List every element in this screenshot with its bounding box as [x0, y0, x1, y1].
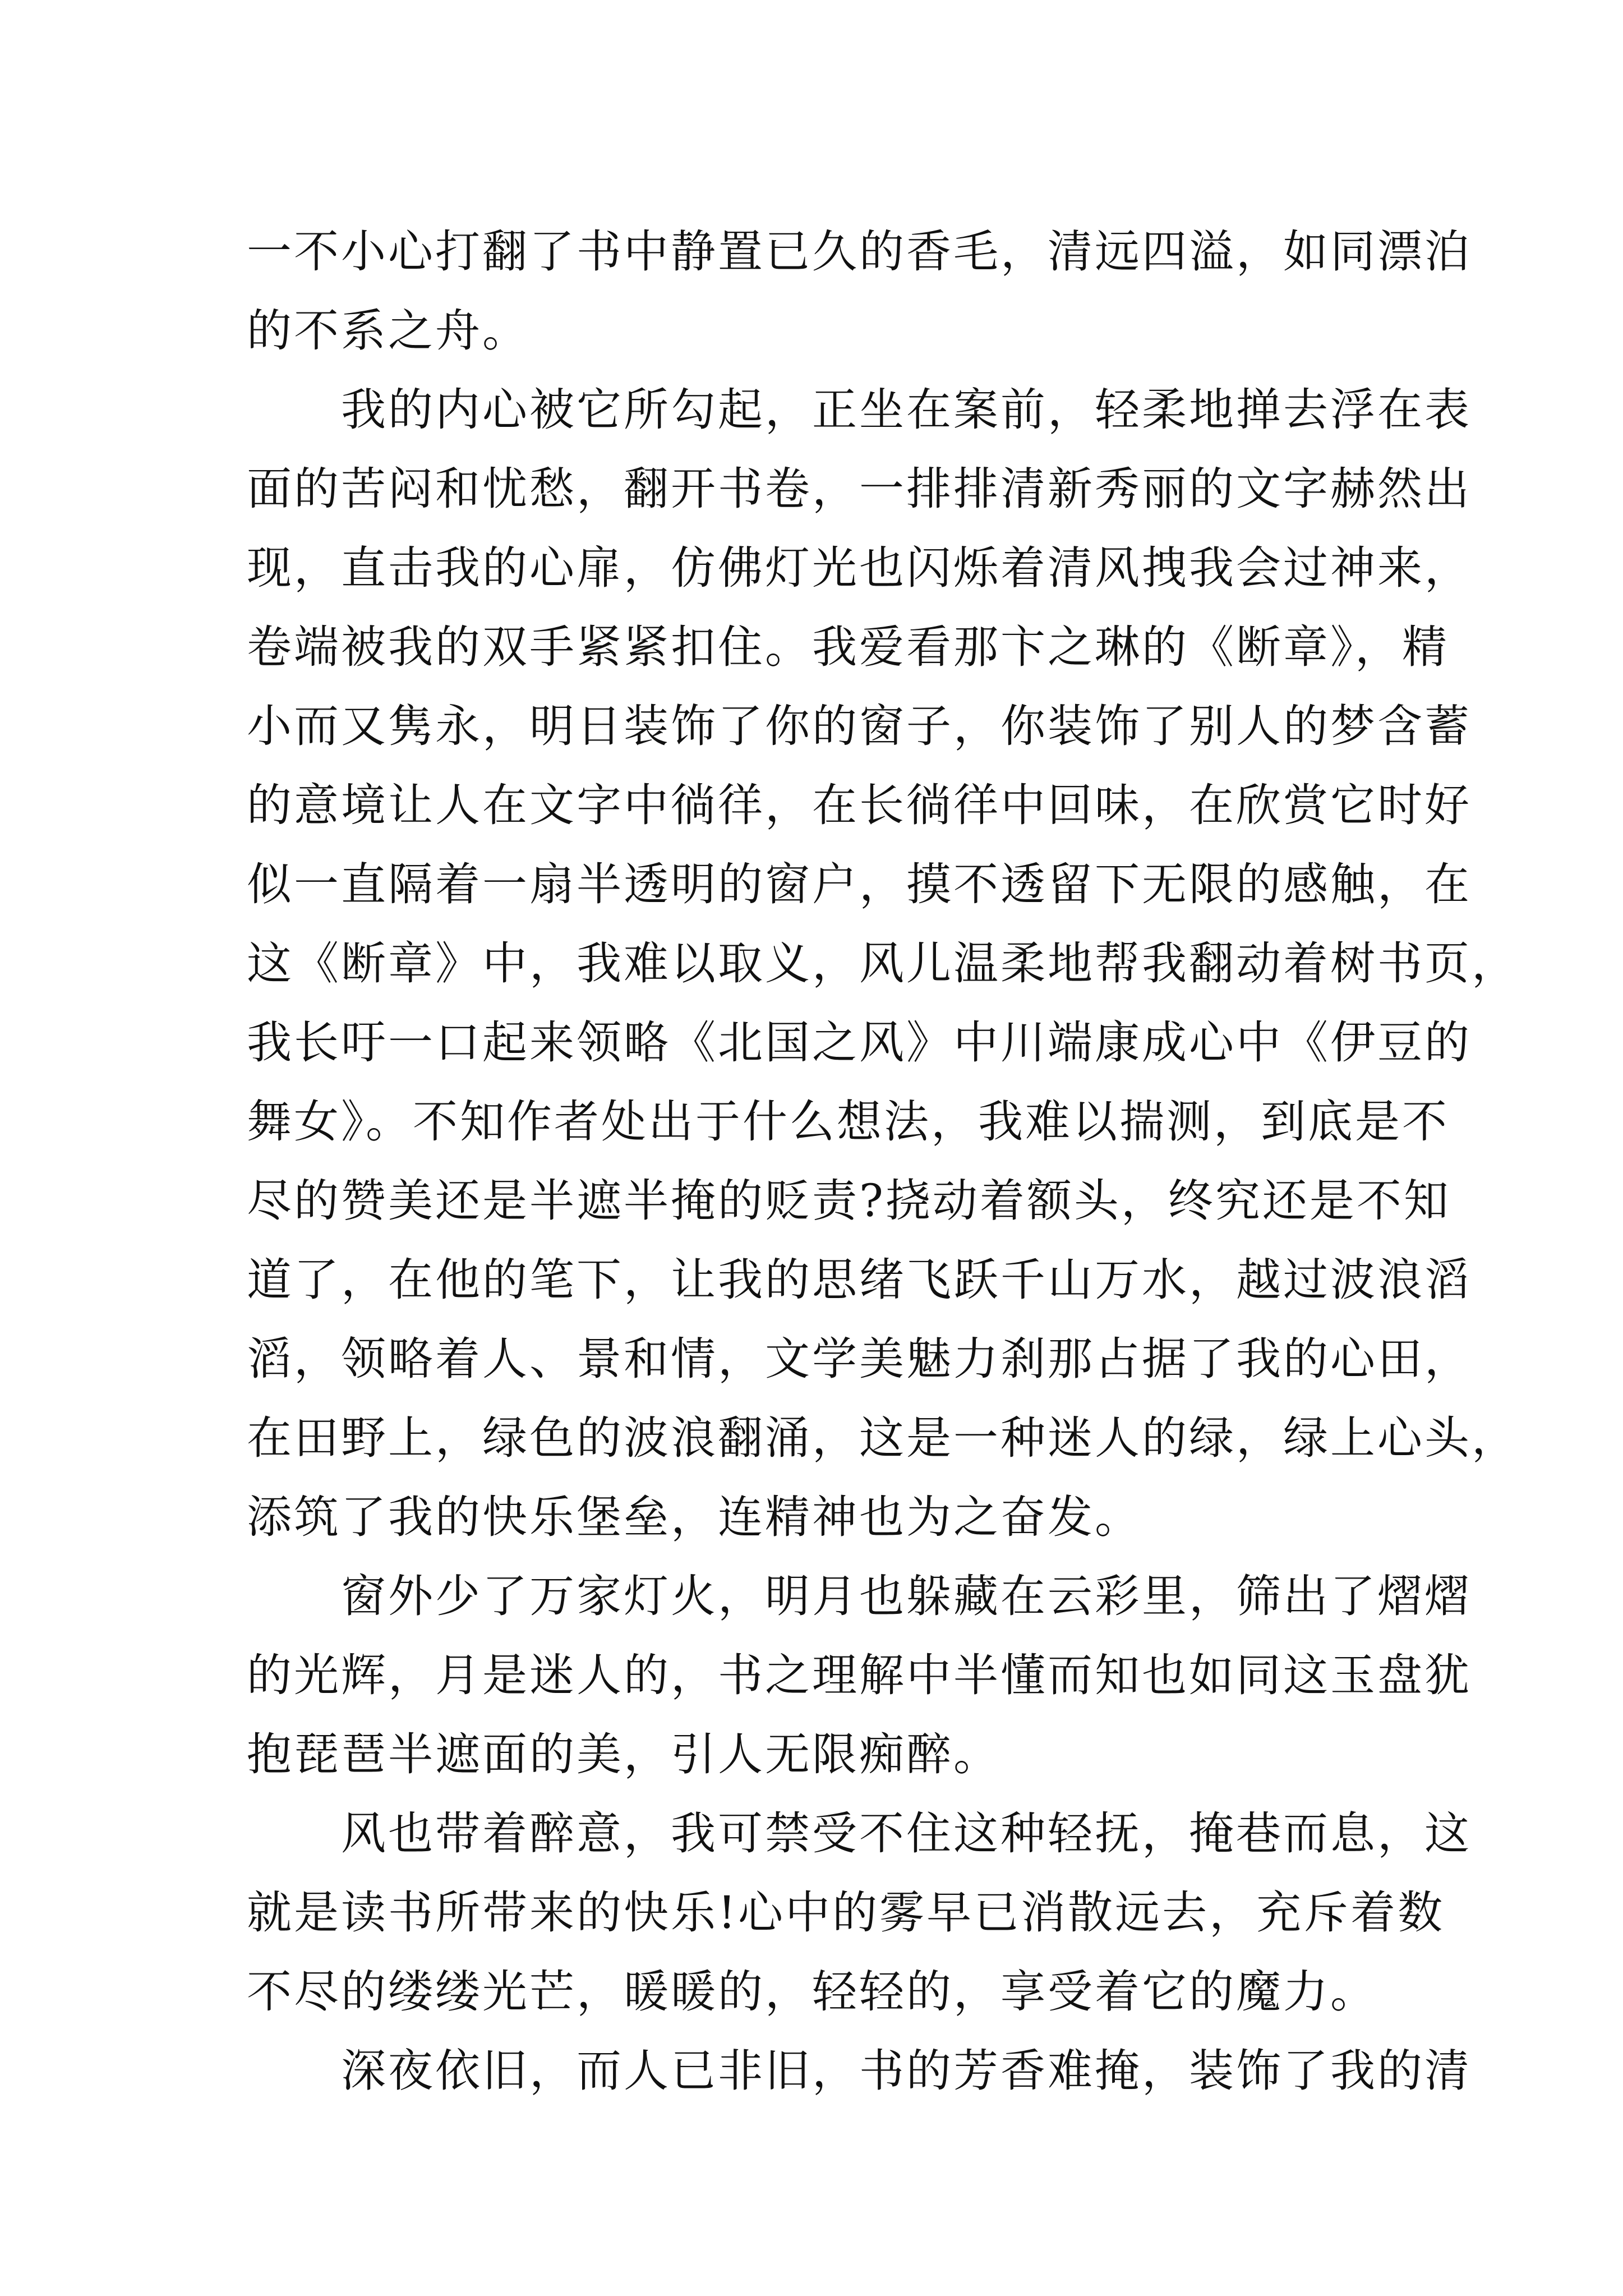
text-line: 滔，领略着人、景和情，文学美魅力刹那占据了我的心田，: [247, 1333, 1472, 1385]
text-line: 尽的赞美还是半遮半掩的贬责?挠动着额头，终究还是不知: [247, 1175, 1451, 1227]
text-line: 现，直击我的心扉，仿佛灯光也闪烁着清风拽我会过神来，: [247, 542, 1472, 594]
text-line: 的不系之舟。: [247, 305, 529, 357]
body-text: [247, 212, 1519, 2110]
text-line: 一不小心打翻了书中静置已久的香毛，清远四溢，如同漂泊: [247, 226, 1472, 278]
text-line: 卷端被我的双手紧紧扣住。我爱看那卞之琳的《断章》，精: [247, 621, 1449, 673]
text-line: 添筑了我的快乐堡垒，连精神也为之奋发。: [247, 1491, 1142, 1543]
text-line: 不尽的缕缕光芒，暖暖的，轻轻的，享受着它的魔力。: [247, 1966, 1377, 2018]
text-line: 道了，在他的笔下，让我的思绪飞跃千山万水，越过波浪滔: [247, 1254, 1472, 1306]
text-line: 似一直隔着一扇半透明的窗户，摸不透留下无限的感触，在: [247, 858, 1472, 910]
text-line: 舞女》。不知作者处出于什么想法，我难以揣测，到底是不: [247, 1096, 1449, 1148]
text-line: 面的苦闷和忧愁，翻开书卷，一排排清新秀丽的文字赫然出: [247, 463, 1472, 515]
paragraph-start-line: 深夜依旧，而人已非旧，书的芳香难掩，装饰了我的清: [341, 2045, 1472, 2097]
text-line: 就是读书所带来的快乐!心中的雾早已消散远去，充斥着数: [247, 1887, 1445, 1939]
text-line: 小而又隽永，明日装饰了你的窗子，你装饰了别人的梦含蓄: [247, 700, 1472, 752]
text-line: 的意境让人在文字中徜徉，在长徜徉中回味，在欣赏它时好: [247, 779, 1472, 831]
paragraph-start-line: 窗外少了万家灯火，明月也躲藏在云彩里，筛出了熠熠: [341, 1570, 1472, 1622]
text-line: 我长吁一口起来领略《北国之风》中川端康成心中《伊豆的: [247, 1016, 1472, 1069]
paragraph-start-line: 我的内心被它所勾起，正坐在案前，轻柔地掸去浮在表: [341, 384, 1472, 436]
text-line: 这《断章》中，我难以取义，风儿温柔地帮我翻动着树书页，: [247, 937, 1519, 990]
text-line: 的光辉，月是迷人的，书之理解中半懂而知也如同这玉盘犹: [247, 1649, 1472, 1701]
text-line: 抱琵琶半遮面的美，引人无限痴醉。: [247, 1728, 1000, 1780]
paragraph-start-line: 风也带着醉意，我可禁受不住这种轻抚，掩巷而息，这: [341, 1807, 1472, 1860]
text-line: 在田野上，绿色的波浪翻涌，这是一种迷人的绿，绿上心头，: [247, 1412, 1519, 1464]
